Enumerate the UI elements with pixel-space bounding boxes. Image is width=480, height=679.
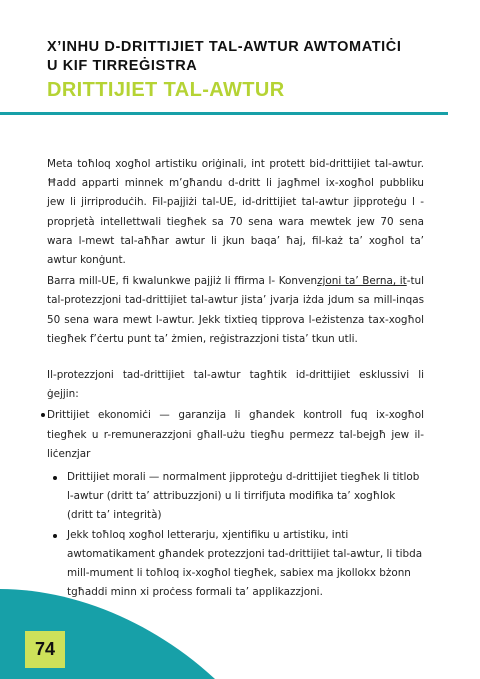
bullet-dot (53, 534, 57, 538)
body-content (47, 155, 424, 602)
paragraph-2 (47, 272, 424, 349)
page-number-box (25, 631, 65, 668)
page-number: 74 (34, 639, 56, 659)
paragraph-1: Meta toħloq xogħol artistiku oriġinali, int protett bid-drittijiet tal-awtur. Ħadd apparti minnek m’għandu d-dritt li jagħmel ix-xogħol pubbliku jew li jirriproduċih. Fil-pajjiżi tal-UE, id-drittijiet tal-awtur jipproteġu l - proprjetà intellettwali tiegħek sa 70 sena wara mewtek jew 70 sena wara l-mewt tal-aħħar awtur li jkun baqa’ ħaj, fil-każ ta’ xogħol ta’ awtur konġunt. (47, 158, 424, 267)
bullet-economic-rights: Drittijiet ekonomiċi — garanzija li għandek kontroll fuq ix-xogħol tiegħek u r-remunerazzjoni għall-użu tiegħu permezz tal-bejgħ jew il-liċenzjar (47, 406, 424, 464)
bullet-dot (41, 413, 45, 417)
bullet-automatic-protection: Jekk toħloq xogħol letterarju, xjentifiku u artistiku, inti awtomatikament għandek protezzjoni tad-drittijiet tal-awtur, li tibda mill-mument li toħloq ix-xogħol tiegħek, sabiex ma jkollokx bżonn tgħaddi minn xi proċess formali ta’ applikazzjoni. (67, 526, 424, 603)
bullet-dot (53, 476, 57, 480)
paragraph-2-start: Barra mill-UE, fi kwalunkwe pajjiż li ffirma l- Konven (47, 275, 318, 288)
rights-lead-in: Il-protezzjoni tad-drittijiet tal-awtur tagħtik id-drittijiet esklussivi li ġejjin: (47, 369, 424, 401)
section-subtitle: DRITTIJIET TAL-AWTUR (47, 79, 285, 101)
rights-bullet-list (47, 468, 424, 602)
section-title-line-1: X’INHU D-DRITTIJIET TAL-AWTUR AWTOMATIĊI (47, 39, 402, 55)
page-header (47, 38, 457, 103)
header-divider-rule (0, 112, 448, 115)
paragraph-2-end: -tul tal-protezzjoni tad-drittijiet tal-awtur jista’ jvarja iżda jdum sa mill-inqas 50 sena wara mewt l-awtur. Jekk tixtieq tipprova l-eżistenza tax-xogħol tiegħek f’ċertu punt ta’ żmien, reġistrazzjoni tista’ tkun utli. (47, 275, 424, 345)
berne-convention-underlined: zjoni ta’ Berna, it (317, 275, 407, 288)
bullet-moral-rights: Drittijiet morali — normalment jipproteġu d-drittijiet tiegħek li titlob l-awtur (dritt ta’ attribuzzjoni) u li tirrifjuta modifika ta’ xogħlok (dritt ta’ integrità) (67, 468, 424, 526)
section-title-line-2: U KIF TIRREĠISTRA (47, 58, 198, 74)
